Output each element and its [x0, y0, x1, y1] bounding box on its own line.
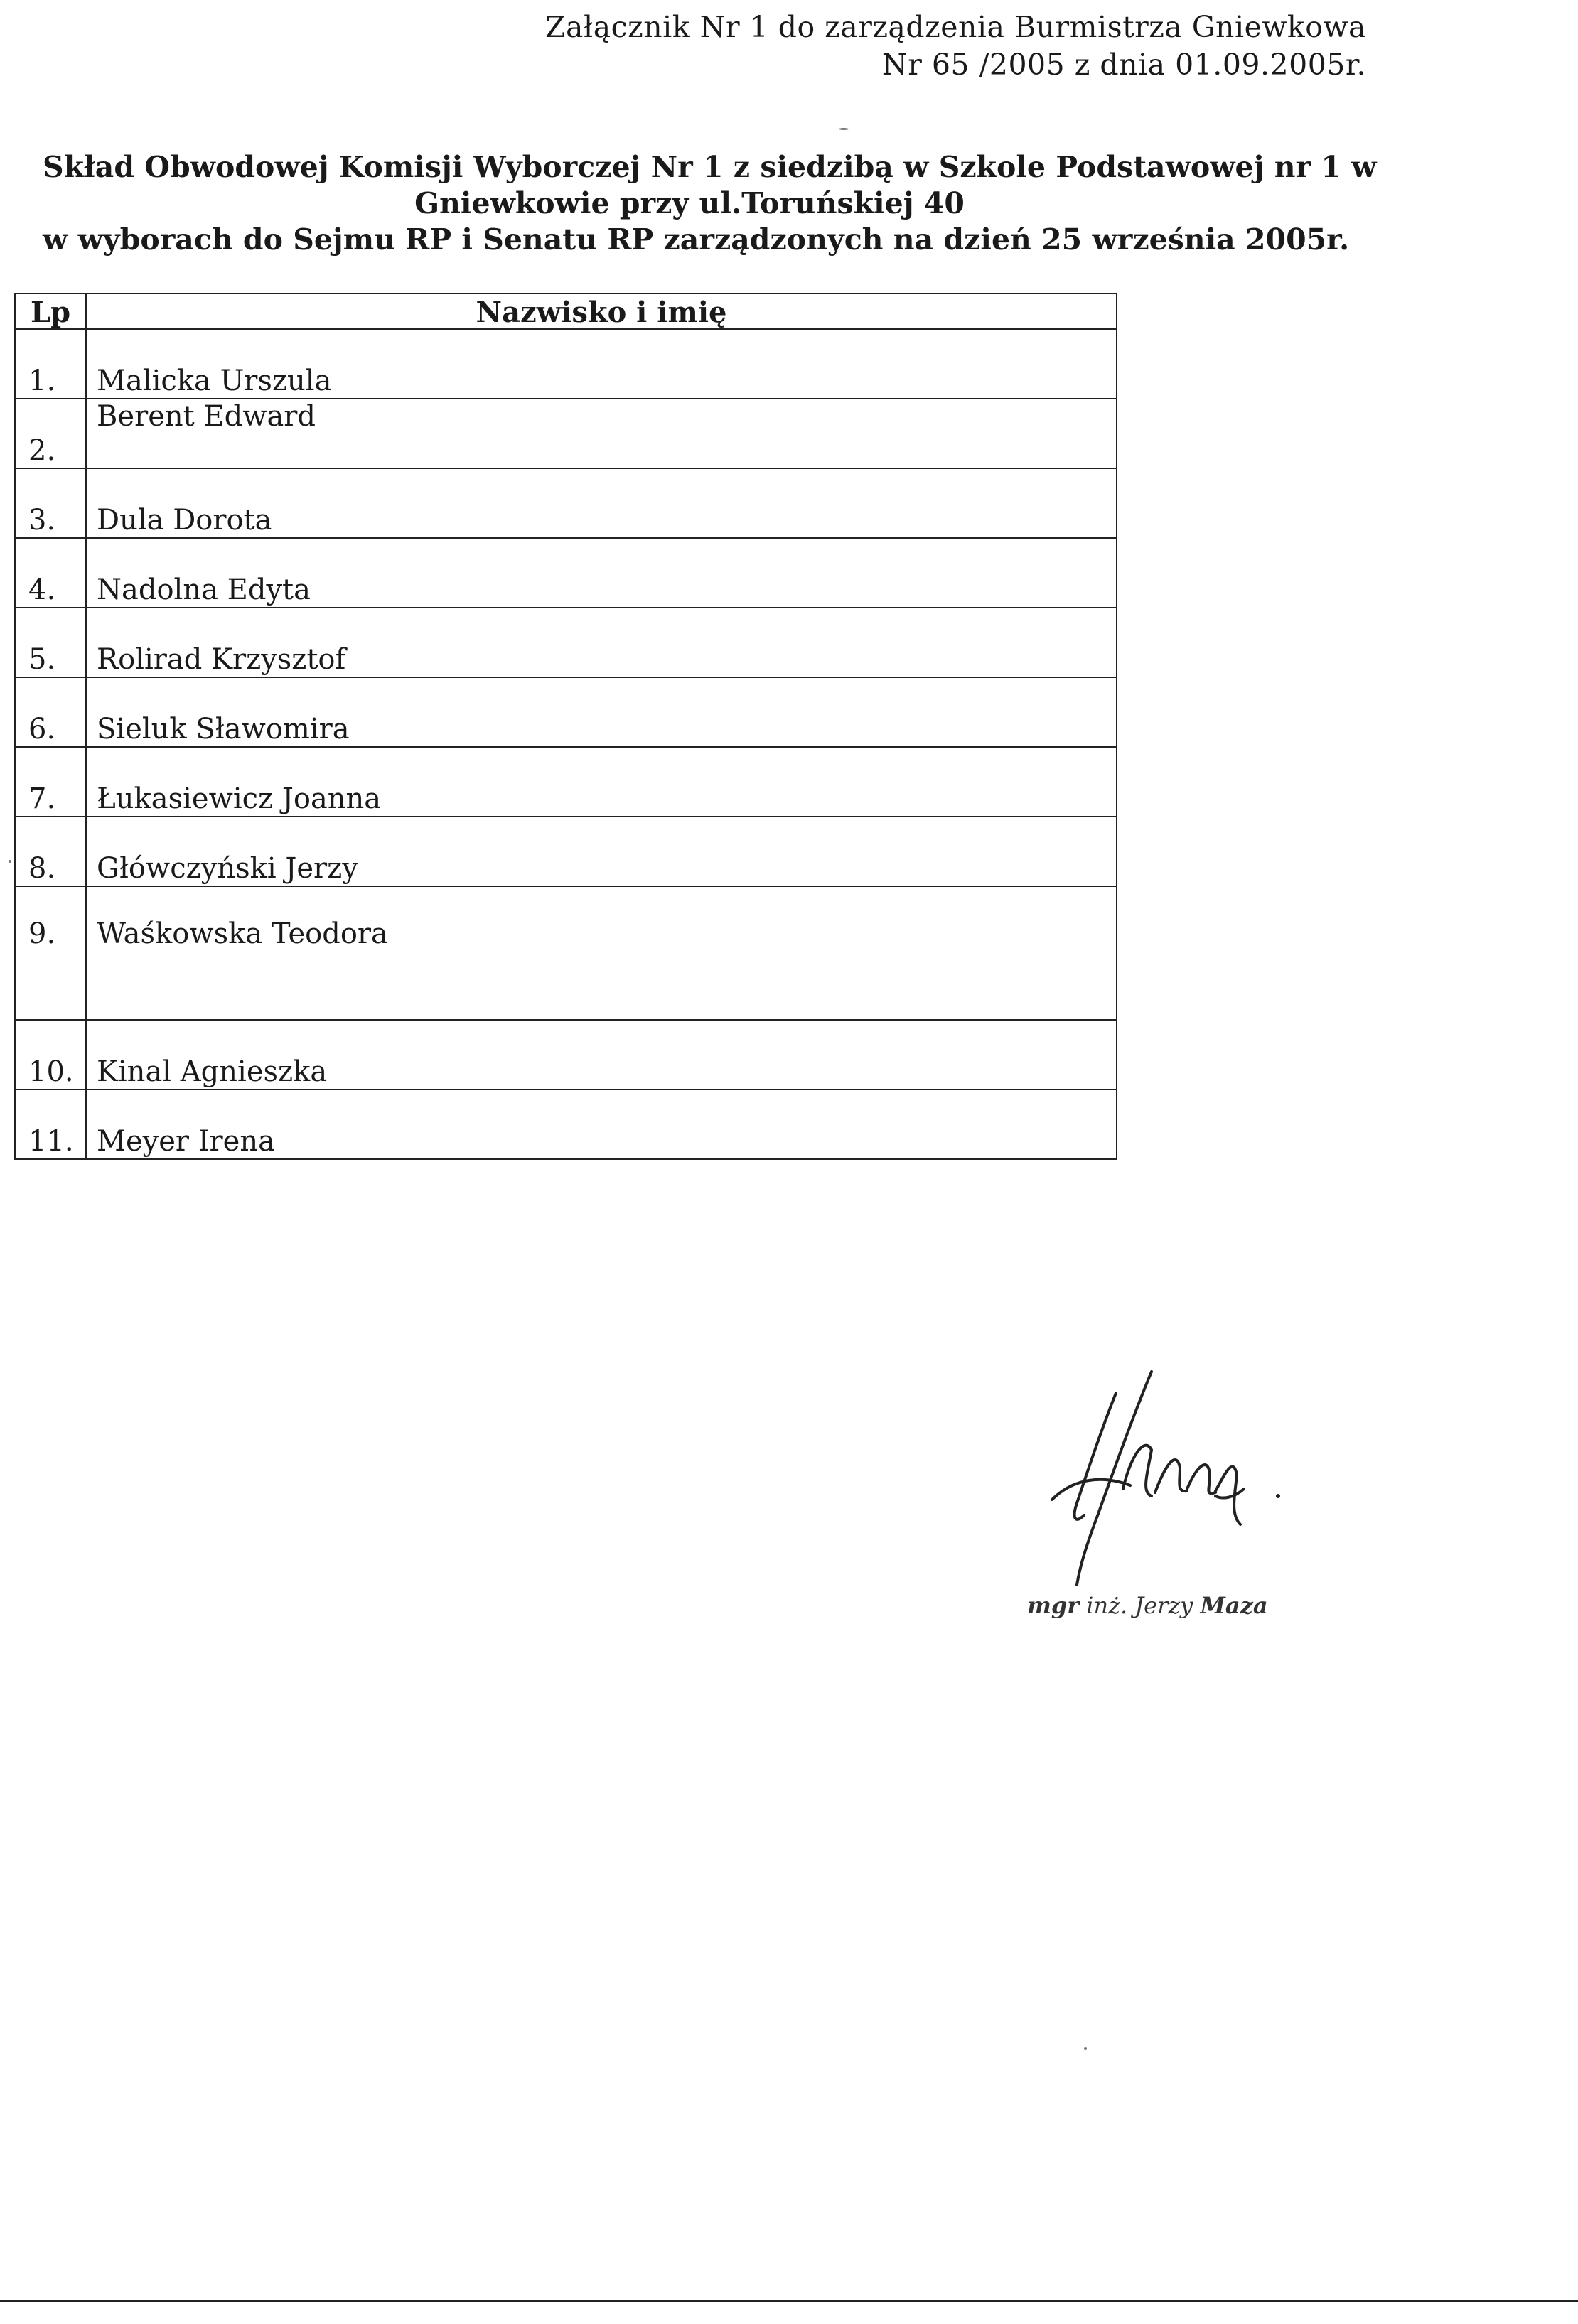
row-number: 3. [15, 468, 86, 538]
member-name: Dula Dorota [86, 468, 1117, 538]
table-row [15, 817, 1117, 886]
member-name: Berent Edward [86, 399, 1117, 468]
scan-speck [1084, 2047, 1087, 2050]
table-row [15, 1090, 1117, 1159]
signature-name: inż. Jerzy [1086, 1592, 1193, 1619]
annex-header [545, 9, 1366, 84]
table-row [15, 1020, 1117, 1090]
row-number: 11. [15, 1090, 86, 1159]
table-row [15, 677, 1117, 747]
member-name: Łukasiewicz Joanna [86, 747, 1117, 817]
table-row [15, 399, 1117, 468]
table-row [15, 468, 1117, 538]
document-title [43, 149, 1377, 258]
row-number: 4. [15, 538, 86, 608]
annex-line-1: Załącznik Nr 1 do zarządzenia Burmistrza Gniewkowa [544, 10, 1366, 44]
row-number: 6. [15, 677, 86, 747]
handwritten-signature-icon [1009, 1350, 1336, 1592]
row-number: 10. [15, 1020, 86, 1090]
annex-line-2: Nr 65 /2005 z dnia 01.09.2005r. [881, 48, 1366, 82]
title-line-2: Gniewkowie przy ul.Toruńskiej 40 [414, 186, 965, 220]
member-name: Główczyński Jerzy [86, 817, 1117, 886]
signature-caption [1027, 1592, 1268, 1619]
table-row [15, 747, 1117, 817]
table-row [15, 329, 1117, 399]
page-bottom-border [0, 2300, 1578, 2302]
scan-speck [839, 128, 849, 130]
table-row [15, 538, 1117, 608]
row-number: 2. [15, 399, 86, 468]
table-header-row [15, 294, 1117, 329]
title-line-1: Skład Obwodowej Komisji Wyborczej Nr 1 z siedzibą w Szkole Podstawowej nr 1 w [43, 150, 1377, 184]
member-name: Rolirad Krzysztof [86, 608, 1117, 677]
signature-surname: Maza [1200, 1592, 1268, 1619]
member-name: Kinal Agnieszka [86, 1020, 1117, 1090]
header-lp: Lp [15, 294, 86, 329]
table-row [15, 886, 1117, 1020]
row-number: 9. [15, 886, 86, 1020]
title-line-3: w wyborach do Sejmu RP i Senatu RP zarządzonych na dzień 25 września 2005r. [43, 222, 1350, 257]
row-number: 5. [15, 608, 86, 677]
row-number: 7. [15, 747, 86, 817]
member-name: Nadolna Edyta [86, 538, 1117, 608]
member-name: Malicka Urszula [86, 329, 1117, 399]
header-name: Nazwisko i imię [86, 294, 1117, 329]
row-number: 8. [15, 817, 86, 886]
member-name: Sieluk Sławomira [86, 677, 1117, 747]
member-name: Waśkowska Teodora [86, 886, 1117, 1020]
row-number: 1. [15, 329, 86, 399]
table-row [15, 608, 1117, 677]
signature-prefix: mgr [1027, 1592, 1080, 1619]
scan-speck [9, 860, 11, 863]
member-name: Meyer Irena [86, 1090, 1117, 1159]
committee-members-table [14, 293, 1117, 1160]
